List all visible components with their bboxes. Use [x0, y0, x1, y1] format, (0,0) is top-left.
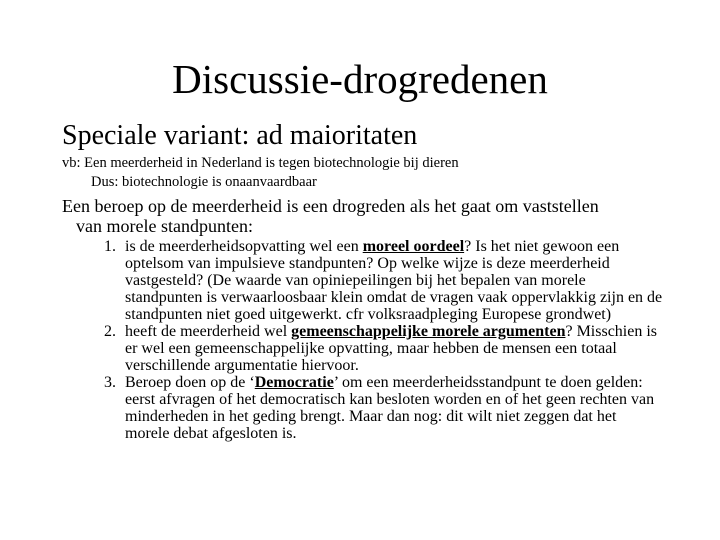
- example-block: [62, 154, 662, 192]
- list-item-number: 1.: [104, 238, 116, 255]
- list-item-text: [125, 238, 664, 323]
- list-item-text-post: ? Misschien is er wel een gemeenschappelijke opvatting, maar hebben de mensen een totaal verschillende argumentatie hiervoor.: [125, 323, 658, 374]
- main-point: [62, 196, 672, 236]
- list-item-emphasis: gemeenschappelijke morele argumenten: [291, 323, 566, 340]
- list-item-text-post: ? Is het niet gewoon een optelsom van impulsieve standpunten? Op welke wijze is deze meerderheid vastgesteld? (De waarde van opiniepeilingen bij het bepalen van morele standpunten is verwaarloosbaar klein omdat de vragen vaak oppervlakkig zijn en de standpunten niet goed uitgewerkt. cfr volksraadpleging Europese grondwet): [125, 238, 663, 323]
- example-line-1: vb: Een meerderheid in Nederland is tegen biotechnologie bij dieren: [62, 155, 459, 171]
- list-item-text: [125, 374, 664, 442]
- list-item-emphasis: Democratie: [254, 374, 334, 391]
- list-item-emphasis: moreel oordeel: [362, 238, 465, 255]
- list-item-number: 2.: [104, 323, 116, 340]
- list-item-number: 3.: [104, 374, 116, 391]
- list-item: [104, 323, 664, 374]
- main-point-line-2: van morele standpunten:: [76, 216, 253, 236]
- argument-list: [104, 238, 664, 442]
- main-point-line-1: Een beroep op de meerderheid is een drogreden als het gaat om vaststellen: [62, 196, 599, 216]
- example-line-2: Dus: biotechnologie is onaanvaardbaar: [91, 174, 317, 190]
- list-item-text-pre: is de meerderheidsopvatting wel een: [125, 238, 363, 255]
- slide-subtitle: Speciale variant: ad maioritaten: [62, 120, 418, 151]
- list-item-text-pre: heeft de meerderheid wel: [125, 323, 292, 340]
- list-item: [104, 374, 664, 442]
- list-item-text-pre: Beroep doen op de ‘: [125, 374, 255, 391]
- list-item-text-post: ’ om een meerderheidsstandpunt te doen gelden: eerst afvragen of het democratisch kan besloten worden en of het geen rechten van minderheden in het geding brengt. Maar dan nog: dit wilt niet zeggen dat het morele debat afgesloten is.: [125, 374, 655, 442]
- slide-title: Discussie-drogredenen: [172, 56, 548, 102]
- list-item-text: [125, 323, 664, 374]
- list-item: [104, 238, 664, 323]
